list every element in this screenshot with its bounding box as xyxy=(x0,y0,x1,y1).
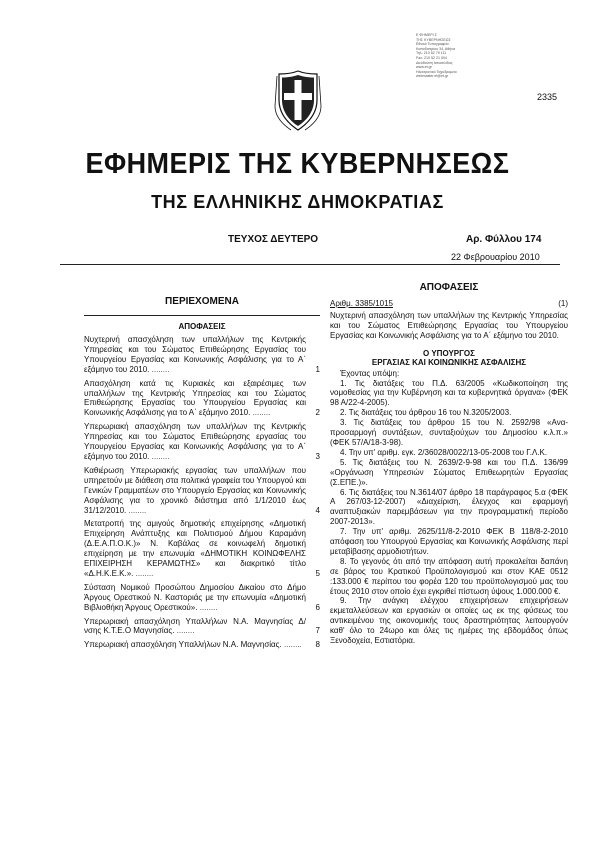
publisher-line: www.et.gr xyxy=(416,65,432,70)
toc-page-number: 3 xyxy=(315,451,320,461)
issue-series: ΤΕΥΧΟΣ ΔΕΥΤΕΡΟ xyxy=(228,234,319,245)
toc-leader-dots: ........ xyxy=(149,451,170,461)
coat-of-arms-icon xyxy=(273,70,323,137)
toc-page-number: 7 xyxy=(315,626,320,636)
decision-paragraph: 4. Την υπ' αριθμ. εγκ. 2/36028/0022/13-05-2008 του Γ.Λ.Κ. xyxy=(340,447,548,457)
decision-number-row xyxy=(330,299,568,309)
toc-entry xyxy=(84,519,320,578)
toc-entry-text: Καθιέρωση Υπερωριακής εργασίας των υπαλλήλων που υπηρετούν με διάθεση στα πολιτικά γραφεία του Υπουργού και Γενικών Γραμματέων στο Υπουργείο Εργασίας και Κοινωνικής Ασφάλισης για το χρονικό διάστημα από 1/1/2010 έως 31/12/2010. xyxy=(84,465,306,515)
publisher-line: Καποδιστρίου 34, Αθήνα xyxy=(416,46,456,51)
decision-paragraph: 6. Τις διατάξεις του Ν.3614/07 άρθρο 18 παράγραφος 5.α (ΦΕΚ Α 267/03-12-2007) «Διαχείριση, έλεγχος και εφαρμογή αναπτυξιακών παρεμβάσεων για την προγραμματική περίοδο 2007-2013». xyxy=(330,487,568,527)
toc-page-number: 4 xyxy=(315,505,320,515)
table-of-contents xyxy=(84,296,320,650)
decision-intro: Έχοντας υπόψη: xyxy=(340,368,400,378)
sheet-number-label: Αρ. Φύλλου xyxy=(466,234,522,245)
toc-page-number: 2 xyxy=(315,408,320,418)
publisher-line: Ηλεκτρονικό Ταχυδρομείο xyxy=(416,69,457,74)
publisher-line: Τηλ: 210 52 79 111 xyxy=(416,51,447,56)
decision-number: Αριθμ. 3385/1015 xyxy=(330,299,393,308)
decision-index: (1) xyxy=(558,299,568,308)
toc-entry-text: Υπερωριακή απασχόληση Υπαλλήλων Ν.Α. Μαγνησίας Δ/νσης Κ.Τ.Ε.Ο Μαγνησίας. xyxy=(84,616,306,636)
toc-entry xyxy=(84,583,320,613)
decision-paragraph: 5. Τις διατάξεις του Ν. 2639/2-9-98 και του Π.Δ. 136/99 «Οργάνωση Υπηρεσιών Σώματος Επιθεωρητών Εργασίας (Σ.ΕΠΕ.)». xyxy=(330,457,568,487)
decision-paragraph: 7. Την υπ' αριθμ. 2625/11/8-2-2010 ΦΕΚ Β 118/8-2-2010 απόφαση του Υπουργού Εργασίας και Κοινωνικής Ασφάλισης περί μεταβίβασης αρμοδιοτήτων. xyxy=(330,527,568,556)
decision-paragraph: 9. Την ανάγκη ελέγχου επιχειρήσεων επιχειρήσεων εκμεταλλεύσεων και εργασιών οι οποίες ως εκ της φύσεως του αντικειμένου της οικονομικής τους δραστηριότητας λειτουργούν καθ' όλο το 24ωρο και όλες τις ημέρες της εβδομάδος όπως Ξενοδοχεία, Εστιατόρια. xyxy=(330,596,568,646)
toc-entry-text: Υπερωριακή απασχόληση των υπαλλήλων της Κεντρικής Υπηρεσίας και του Σώματος Επιθεώρησης εργασίας του Υπουργείου Εργασίας και Κοινωνικής Ασφάλισης για το Α΄ εξάμηνο του 2010. xyxy=(84,422,306,461)
toc-entry xyxy=(84,422,320,462)
toc-entry-text: Νυχτερινή απασχόληση των υπαλλήλων της Κεντρικής Υπηρεσίας και του Σώματος Επιθεώρησης Εργασίας του Υπουργείου Εργασίας και Κοινωνικής Ασφάλισης για το Α΄ εξάμηνο του 2010. xyxy=(84,335,306,374)
toc-list xyxy=(84,335,320,650)
toc-page-number: 5 xyxy=(315,568,320,578)
publisher-line: webmaster.et@et.gr xyxy=(416,74,449,79)
page-number: 2335 xyxy=(537,92,558,102)
toc-entry xyxy=(84,379,320,419)
toc-divider xyxy=(84,315,320,316)
decision-paragraph: 8. Το γεγονός ότι από την απόφαση αυτή προκαλείται δαπάνη σε βάρος του Κρατικού Προϋπολογισμού και στον ΚΑΕ 0512 :133.000 € περίπου του φορέα 120 του προϋπολογισμού μας του έτους 2010 στον οποίο έχει εγκριθεί πίστωση ύψους 1.000.000 €. xyxy=(330,556,568,596)
publisher-line: Εθνικό Τυπογραφείο xyxy=(416,42,449,47)
toc-entry xyxy=(84,640,320,650)
decision-paragraph: 1. Τις διατάξεις του Π.Δ. 63/2005 «Κωδικοποίηση της νομοθεσίας για την Κυβέρνηση και τα κυβερνητικά όργανα» (ΦΕΚ 98 Α/22-4-2005). xyxy=(330,378,568,408)
toc-page-number: 6 xyxy=(315,602,320,612)
toc-entry xyxy=(84,466,320,516)
publisher-info xyxy=(416,33,478,79)
publisher-line: Fax: 210 52 21 004 xyxy=(416,55,447,60)
toc-page-number: 8 xyxy=(315,640,320,650)
toc-leader-dots: ........ xyxy=(126,505,147,515)
ministry-name: ΕΡΓΑΣΙΑΣ ΚΑΙ ΚΟΙΝΩΝΙΚΗΣ ΑΣΦΑΛΙΣΗΣ xyxy=(371,357,527,367)
toc-entry-text: Απασχόληση κατά τις Κυριακές και εξαιρέσιμες των υπαλλήλων της Κεντρικής Υπηρεσίας και του Σώματος Επιθεώρησης Εργασίας του Υπουργείου Εργασίας και Κοινωνικής Ασφάλισης για το Α΄ εξάμηνο 2010. xyxy=(84,378,306,418)
sheet-number-value: 174 xyxy=(524,234,542,245)
toc-leader-dots: ........ xyxy=(250,408,271,418)
toc-entry-text: Σύσταση Νομικού Προσώπου Δημοσίου Δικαίου στο Δήμο Άργους Ορεστικού Ν. Καστοριάς με την επωνυμία «Δημοτική Βιβλιοθήκη Άργους Ορεστικού». xyxy=(84,582,306,612)
minister-title: Ο ΥΠΟΥΡΓΟΣ xyxy=(423,348,475,358)
decision-title: Νυχτερινή απασχόληση των υπαλλήλων της Κεντρικής Υπηρεσίας και του Σώματος Επιθεώρησης Εργασίας του Υπουργείου Εργασίας και Κοινωνικής Ασφάλισης για το Α΄ εξάμηνο του 2010. xyxy=(330,310,568,340)
toc-leader-dots: ........ xyxy=(149,364,170,374)
decision-section xyxy=(330,282,568,646)
decision-paragraph: 2. Τις διατάξεις του άρθρου 16 του Ν.3205/2003. xyxy=(340,408,512,418)
toc-entry xyxy=(84,335,320,375)
toc-leader-dots: ........ xyxy=(133,568,154,578)
toc-page-number: 1 xyxy=(315,364,320,374)
toc-subheading: ΑΠΟΦΑΣΕΙΣ xyxy=(178,322,226,331)
publisher-line: ΤΗΣ ΚΥΒΕΡΝΗΣΕΩΣ xyxy=(416,37,451,42)
gazette-subtitle: ΤΗΣ ΕΛΛΗΝΙΚΗΣ ΔΗΜΟΚΡΑΤΙΑΣ xyxy=(151,192,444,212)
sheet-number xyxy=(466,234,541,245)
decision-paragraph: 3. Τις διατάξεις του άρθρου 15 του Ν. 2592/98 «Ανα-προσαρμογή συντάξεων, συνταξιούχων του Δημοσίου κ.λ.π.» (ΦΕΚ 57/Α/18-3-98). xyxy=(330,418,568,447)
toc-heading: ΠΕΡΙΕΧΟΜΕΝΑ xyxy=(165,296,239,307)
toc-leader-dots: ........ xyxy=(197,602,218,612)
toc-entry-text: Υπερωριακή απασχόληση Υπαλλήλων Ν.Α. Μαγνησίας. xyxy=(84,640,282,650)
gazette-title: ΕΦΗΜΕΡΙΣ ΤΗΣ ΚΥΒΕΡΝΗΣΕΩΣ xyxy=(85,148,510,180)
header-divider xyxy=(60,264,560,265)
toc-entry-text: Μετατροπή της αμιγούς δημοτικής επιχείρησης «Δημοτική Επιχείρηση Ανάπτυξης και Πολιτισμού Δήμου Καραμάνη (Δ.Ε.Α.Π.Ο.Κ.)» Ν. Καβάλας σε κοινωφελή δημοτική επιχείρηση με την επωνυμία «ΔΗΜΟΤΙΚΗ ΚΟΙΝΩΦΕΛΗΣ ΕΠΙΧΕΙΡΗΣΗ ΚΕΡΑΜΩΤΗΣ» και διακριτικό τίτλο «Δ.Η.Κ.Ε.Κ.». xyxy=(84,519,306,578)
decisions-heading: ΑΠΟΦΑΣΕΙΣ xyxy=(419,282,479,293)
toc-leader-dots: ........ xyxy=(174,626,195,636)
publisher-line: Ε ΦΗΜΕΡΙ Σ xyxy=(416,33,437,37)
publisher-line: Διεύθυνση Ιστοσελίδας xyxy=(416,60,453,65)
toc-entry xyxy=(84,617,320,637)
issue-date: 22 Φεβρουαρίου 2010 xyxy=(451,252,540,262)
decision-paragraphs xyxy=(330,379,568,646)
toc-leader-dots: ........ xyxy=(281,640,302,650)
